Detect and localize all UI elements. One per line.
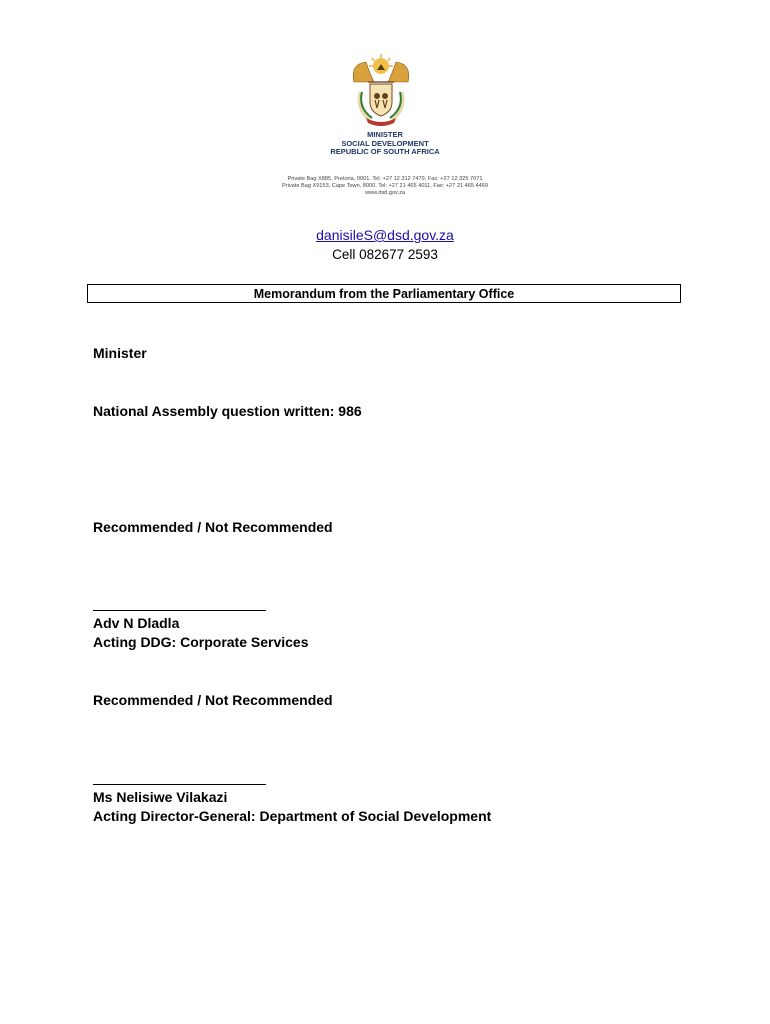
signatory-1-name: Adv N Dladla: [93, 615, 180, 631]
address-line: Private Bag X9153, Cape Town, 8000. Tel: +27 21 465 4011, Fax: +27 21 465 4469: [282, 183, 488, 189]
signatory-2-name: Ms Nelisiwe Vilakazi: [93, 789, 228, 805]
recommendation-option-2: Recommended / Not Recommended: [93, 692, 333, 708]
ministry-line: SOCIAL DEVELOPMENT: [341, 138, 429, 148]
recommendation-option-1: Recommended / Not Recommended: [93, 519, 333, 535]
ministry-heading: [250, 131, 520, 157]
signatory-1-title: Acting DDG: Corporate Services: [93, 634, 309, 650]
address-line: Private Bag X885, Pretoria, 0001. Tel: +27 12 312 7479, Fax: +27 12 325 7071: [287, 176, 483, 182]
cell-number: Cell 082677 2593: [332, 247, 438, 262]
website-line: www.dsd.gov.za: [364, 190, 405, 196]
signature-line-1: [93, 610, 266, 611]
signature-line-2: [93, 784, 266, 785]
ministry-line: REPUBLIC OF SOUTH AFRICA: [330, 147, 440, 156]
address-block: [230, 176, 540, 197]
memo-title-box: Memorandum from the Parliamentary Office: [87, 284, 681, 303]
email-link[interactable]: danisileS@dsd.gov.za: [316, 227, 454, 243]
question-reference: National Assembly question written: 986: [93, 403, 362, 419]
addressee: Minister: [93, 345, 147, 361]
ministry-line: MINISTER: [367, 130, 403, 139]
coat-of-arms-icon: [348, 52, 414, 126]
signatory-2-title: Acting Director-General: Department of Social Development: [93, 808, 492, 824]
